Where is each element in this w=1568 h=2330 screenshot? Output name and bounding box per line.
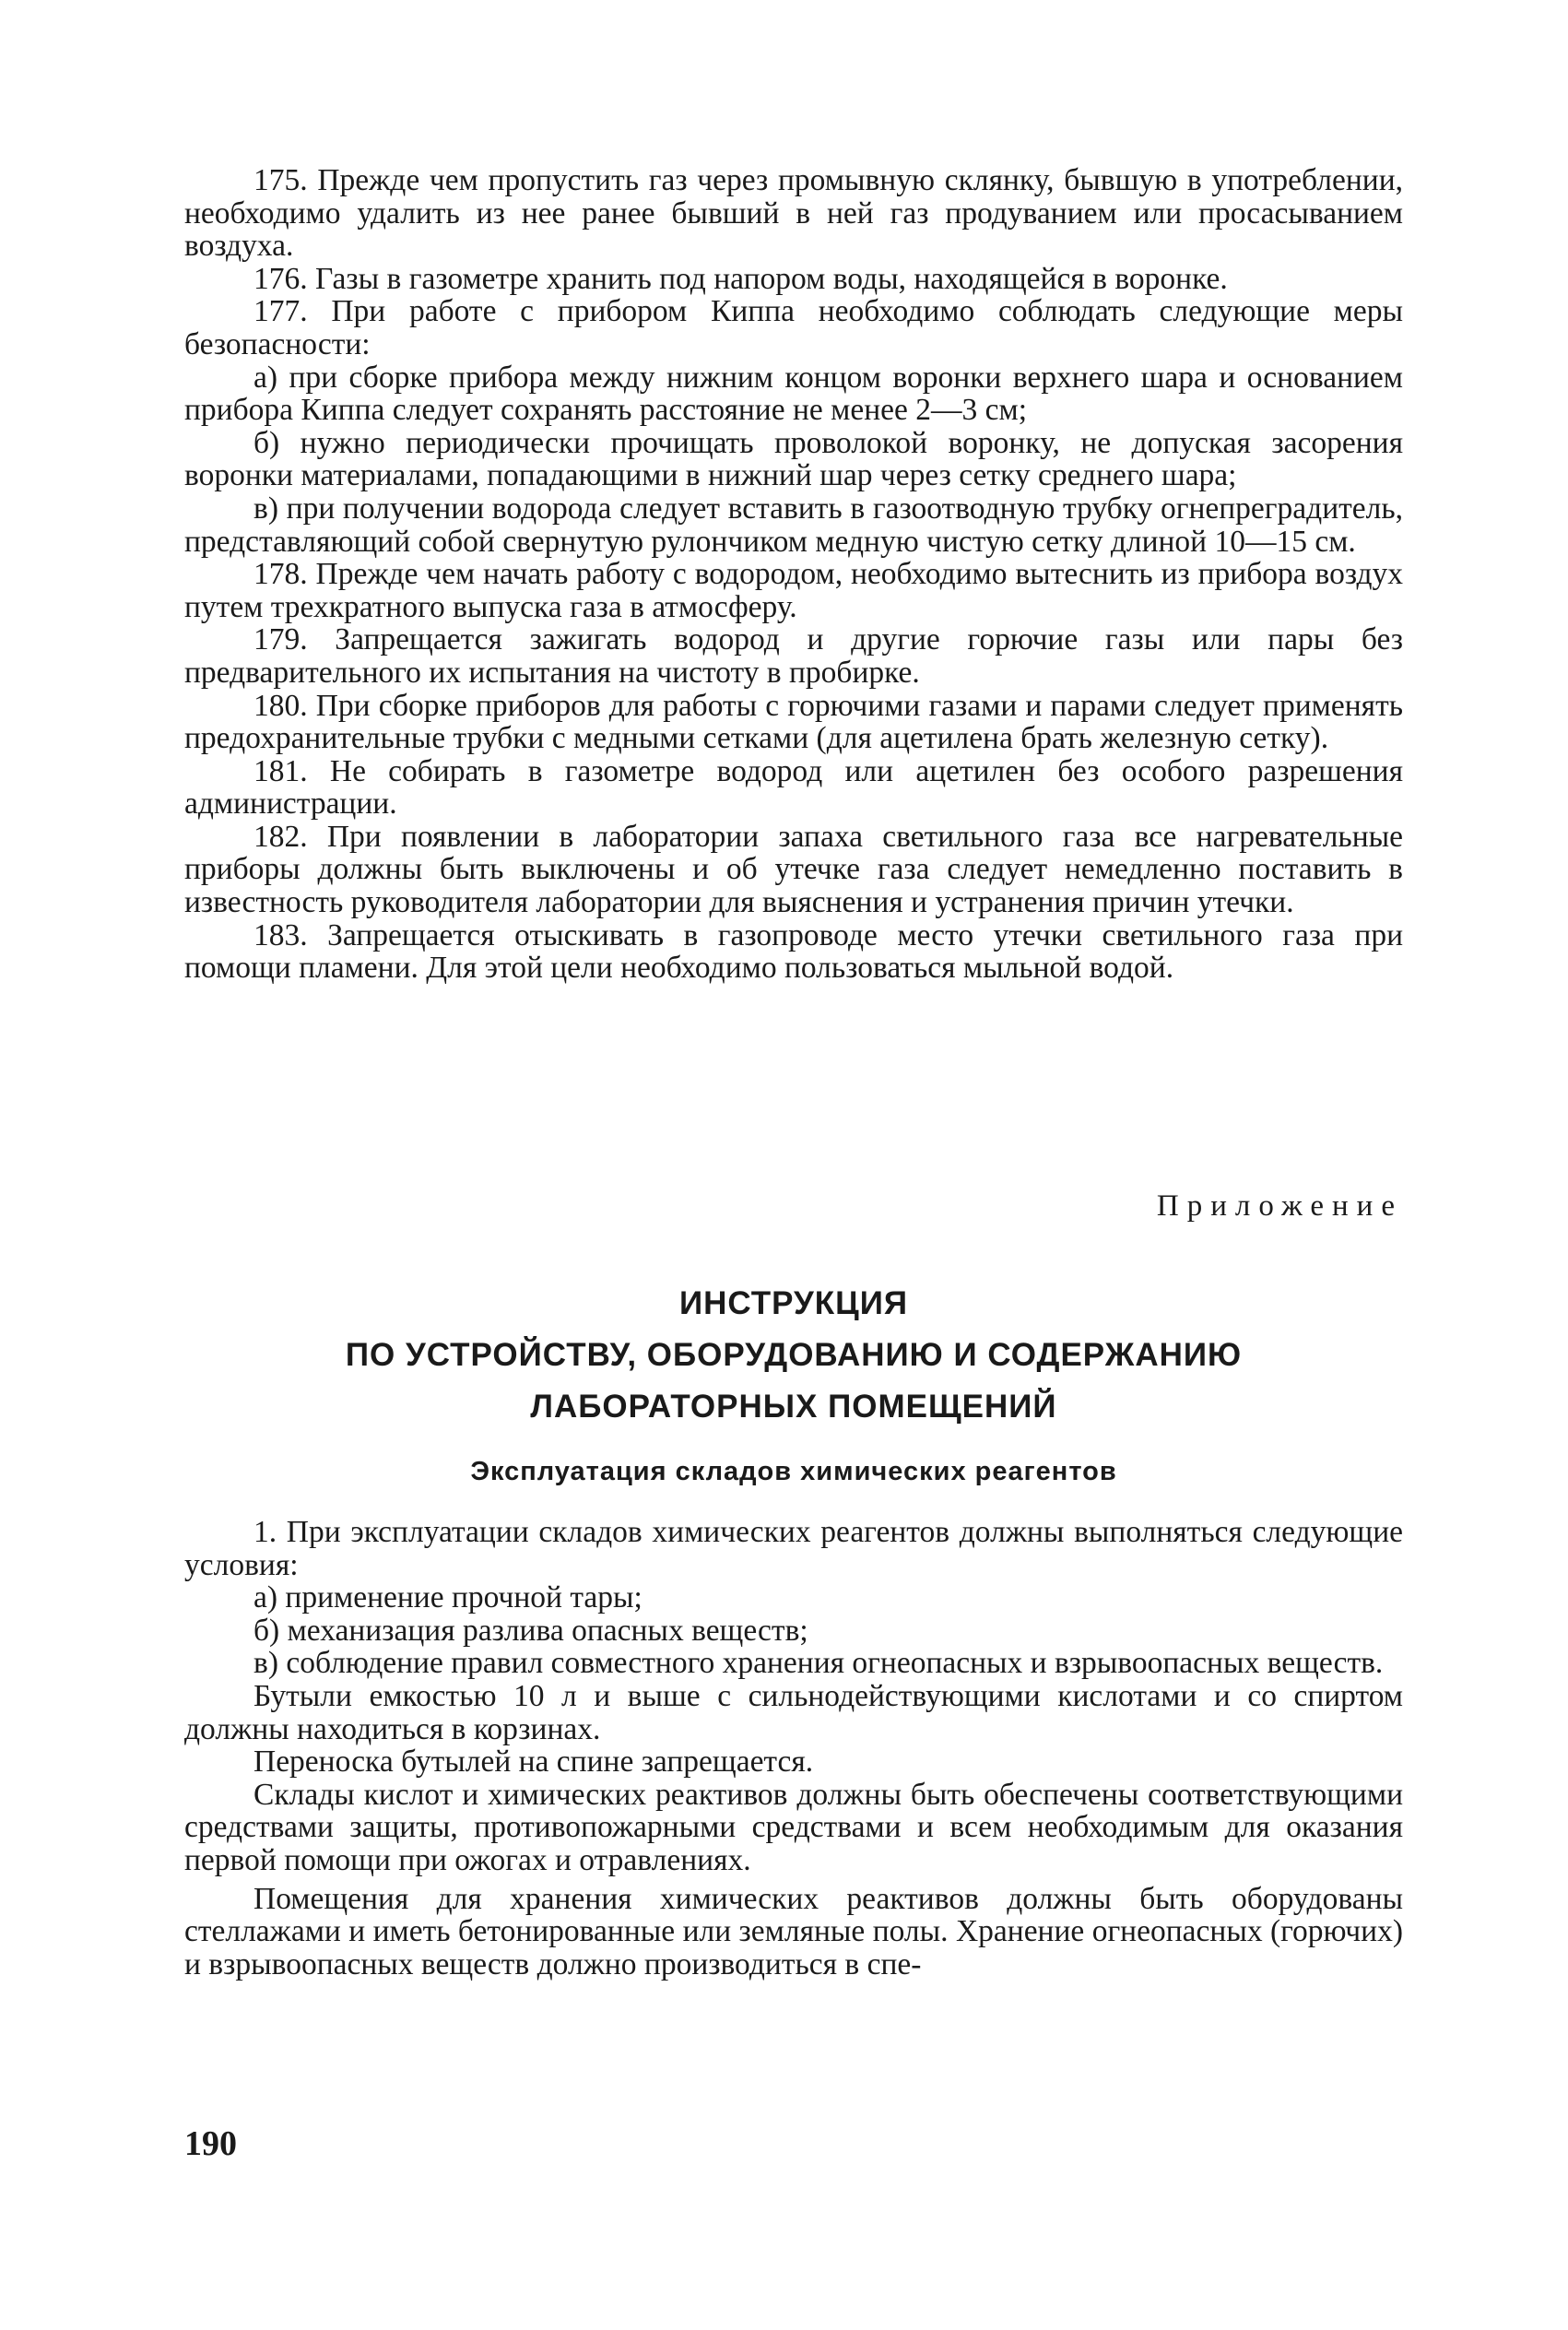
document-page [184, 164, 1403, 1981]
appendix-title [184, 1278, 1403, 1433]
appendix-item-b: б) механизация разлива опасных веществ; [253, 1613, 808, 1648]
appendix-paragraph-bottles: Бутыли емкостью 10 л и выше с сильнодействующими кислотами и со спиртом должны находиться в корзинах. [184, 1678, 1403, 1746]
appendix-label: Приложение [1156, 1189, 1403, 1223]
rule-175: 175. Прежде чем пропустить газ через промывную склянку, бывшую в употреблении, необходимо удалить из нее ранее бывший в ней газ продуванием или просасыванием воздуха. [184, 163, 1403, 264]
rule-177-item-b: б) нужно периодически прочищать проволокой воронку, не допуская засорения воронки материалами, попадающими в нижний шар через сетку среднего шара; [184, 425, 1403, 493]
rule-177: 177. При работе с прибором Киппа необходимо соблюдать следующие меры безопасности: [184, 294, 1403, 361]
rule-176: 176. Газы в газометре хранить под напором воды, находящейся в воронке. [253, 261, 1228, 296]
appendix-subtitle: Эксплуатация складов химических реагентов [470, 1457, 1117, 1486]
appendix-item-a: а) применение прочной тары; [253, 1580, 643, 1615]
rule-179: 179. Запрещается зажигать водород и другие горючие газы или пары без предварительного их испытания на чистоту в пробирке. [184, 622, 1403, 690]
appendix-title-line-3: ЛАБОРАТОРНЫХ ПОМЕЩЕНИЙ [530, 1389, 1057, 1425]
appendix-body [184, 1516, 1403, 1981]
page-number: 190 [184, 2124, 237, 2163]
rule-182: 182. При появлении в лаборатории запаха светильного газа все нагревательные приборы должны быть выключены и об утечке газа следует немедленно поставить в известность руководителя лаборатории для выяснения и устранения причин утечки. [184, 819, 1403, 920]
rule-183: 183. Запрещается отыскивать в газопроводе место утечки светильного газа при помощи пламени. Для этой цели необходимо пользоваться мыльной водой. [184, 917, 1403, 986]
appendix-item-c: в) соблюдение правил совместного хранения огнеопасных и взрывоопасных веществ. [253, 1646, 1384, 1681]
appendix-paragraph-carrying: Переноска бутылей на спине запрещается. [253, 1745, 814, 1780]
rule-178: 178. Прежде чем начать работу с водородом, необходимо вытеснить из прибора воздух путем трехкратного выпуска газа в атмосферу. [184, 557, 1403, 624]
rule-181: 181. Не собирать в газометре водород или ацетилен без особого разрешения администрации. [184, 753, 1403, 822]
appendix-title-line-2: ПО УСТРОЙСТВУ, ОБОРУДОВАНИЮ И СОДЕРЖАНИЮ [345, 1337, 1243, 1373]
rule-177-item-c: в) при получении водорода следует вставить в газоотводную трубку огнепреградитель, представляющий собой свернутую рулончиком медную чистую сетку длиной 10—15 см. [184, 491, 1403, 559]
appendix-paragraph-1: 1. При эксплуатации складов химических реагентов должны выполняться следующие условия: [184, 1515, 1403, 1582]
safety-rules-section [184, 164, 1403, 1188]
appendix-title-line-1: ИНСТРУКЦИЯ [678, 1285, 909, 1321]
rule-180: 180. При сборке приборов для работы с горючими газами и парами следует применять предохранительные трубки с медными сетками (для ацетилена брать железную сетку). [184, 688, 1403, 756]
appendix-paragraph-warehouses: Склады кислот и химических реактивов должны быть обеспечены соответствующими средствами защиты, противопожарными средствами и всем необходимым для оказания первой помощи при ожогах и отравлениях. [184, 1777, 1403, 1877]
rule-177-item-a: а) при сборке прибора между нижним концом воронки верхнего шара и основанием прибора Киппа следует сохранять расстояние не менее 2—3 см; [184, 360, 1403, 428]
appendix-paragraph-storage-rooms: Помещения для хранения химических реактивов должны быть оборудованы стеллажами и иметь бетонированные или земляные полы. Хранение огнеопасных (горючих) и взрывоопасных веществ должно производиться в спе- [184, 1881, 1403, 1981]
